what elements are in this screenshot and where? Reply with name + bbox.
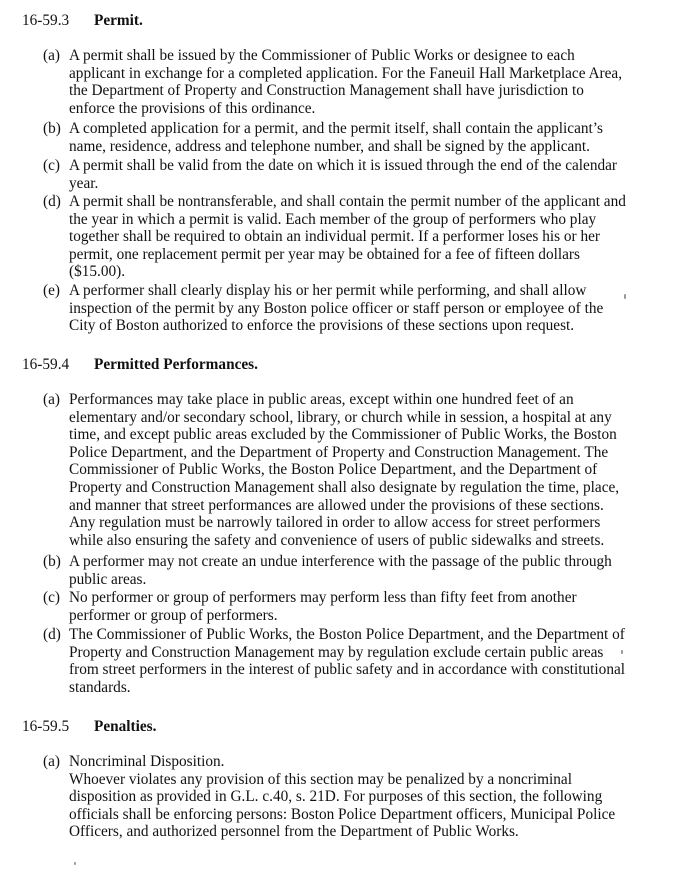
list-item (43, 553, 628, 588)
item-label: (e) (43, 282, 60, 299)
section-heading (22, 718, 156, 736)
item-label: (c) (43, 157, 60, 174)
list-item (43, 282, 628, 335)
item-text: A permit shall be nontransferable, and shall contain the permit number of the applicant and the year in which a permit is valid. Each member of the group of performers who play together shall be required to obtain an individual permit. If a performer loses his or her permit, one replacement permit per year may be obtained for a fee of fifteen dollars ($15.00). (69, 193, 626, 281)
item-text: A completed application for a permit, and the permit itself, shall contain the applicant’s name, residence, address and telephone number, and shall be signed by the applicant. (69, 120, 603, 155)
scan-speck (74, 862, 76, 865)
section-title: Penalties. (94, 718, 157, 735)
list-item (43, 193, 628, 281)
list-item (43, 626, 628, 696)
list-item (43, 589, 628, 624)
item-text: A performer shall clearly display his or her permit while performing, and shall allow inspection of the permit by any Boston police officer or staff person or employee of the City of Boston authorized to enforce the provisions of these sections upon request. (69, 282, 604, 335)
section-number: 16-59.3 (22, 12, 70, 29)
item-text: A performer may not create an undue interference with the passage of the public through public areas. (69, 553, 612, 588)
item-heading: Noncriminal Disposition. (69, 753, 225, 770)
item-label: (d) (43, 626, 61, 643)
item-label: (b) (43, 553, 61, 570)
list-item (43, 753, 628, 841)
item-text: Whoever violates any provision of this section may be penalized by a noncriminal disposition as provided in G.L. c.40, s. 21D. For purposes of this section, the following officials shall be enforcing persons: Boston Police Department officers, Municipal Police Officers, and authorized personnel from the Department of Public Works. (69, 770, 616, 841)
list-item (43, 157, 628, 192)
list-item (43, 47, 628, 117)
item-label: (b) (43, 120, 61, 137)
section-title: Permit. (94, 12, 143, 29)
item-label: (a) (43, 47, 60, 64)
section-heading (22, 12, 143, 30)
item-label: (d) (43, 193, 61, 210)
item-text: The Commissioner of Public Works, the Boston Police Department, and the Department of Property and Construction Management may by regulation exclude certain public areas from street performers in the interest of public safety and in accordance with constitutional standards. (69, 626, 626, 696)
list-item (43, 120, 628, 155)
scan-speck (621, 650, 623, 654)
item-text: A permit shall be issued by the Commissioner of Public Works or designee to each applicant in exchange for a completed application. For the Faneuil Hall Marketplace Area, the Department of Property and Construction Management shall have jurisdiction to enforce the provisions of this ordinance. (69, 47, 623, 117)
item-label: (a) (43, 753, 60, 770)
item-label: (a) (43, 391, 60, 408)
section-number: 16-59.4 (22, 356, 70, 373)
item-text: Performances may take place in public areas, except within one hundred feet of an elementary and/or secondary school, library, or church while in session, a hospital at any time, and except public areas excluded by the Commissioner of Public Works, the Boston Police Department, and the Department of Property and Construction Management. The Commissioner of Public Works, the Boston Police Department, and the Department of Property and Construction Management shall also designate by regulation the time, place, and manner that street performances are allowed under the provisions of these sections. Any regulation must be narrowly tailored in order to allow access for street performers while also ensuring the safety and convenience of users of public sidewalks and streets. (69, 391, 620, 549)
section-number: 16-59.5 (22, 718, 70, 735)
section-heading (22, 356, 258, 374)
section-title: Permitted Performances. (94, 356, 258, 373)
item-text: No performer or group of performers may perform less than fifty feet from another performer or group of performers. (69, 589, 577, 624)
item-text: A permit shall be valid from the date on which it is issued through the end of the calendar year. (69, 157, 617, 192)
scan-speck (624, 294, 626, 299)
item-label: (c) (43, 589, 60, 606)
list-item (43, 391, 628, 549)
